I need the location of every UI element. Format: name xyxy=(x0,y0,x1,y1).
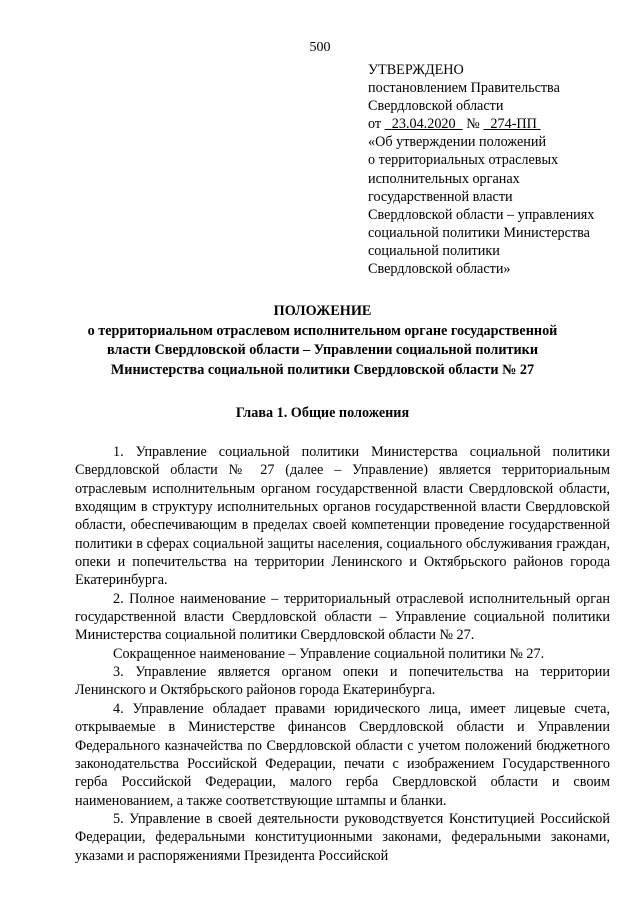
approval-line: Свердловской области xyxy=(368,98,504,115)
paragraph: 5. Управление в своей деятельности руководствуется Конституцией Российской Федерации, федеральными конституционными законами, федеральными законами, указами и распоряжениями Президента Российской xyxy=(75,810,610,864)
date-prefix: от xyxy=(368,116,382,133)
number-sign: № xyxy=(466,116,480,133)
document-title xyxy=(40,302,605,380)
paragraph: 2. Полное наименование – территориальный отраслевой исполнительный орган государственной власти Свердловской области – Управление социальной политики Министерства социальной политики Свердловской области № 27. xyxy=(75,590,610,644)
approval-stamp xyxy=(368,61,618,278)
paragraph: 1. Управление социальной политики Министерства социальной политики Свердловской области № 27 (далее – Управление) является территориальным отраслевым исполнительным органом государственной власти Свердловской области, входящим в структуру исполнительных органов государственной власти Свердловской области, обеспечивающим в пределах своей компетенции проведение государственной политики в сферах социальной защиты населения, социального обслуживания граждан, опеки и попечительства на территории Ленинского и Октябрьского районов города Екатеринбурга. xyxy=(75,444,610,589)
approval-line: постановлением Правительства xyxy=(368,80,560,97)
approval-subject-line: государственной власти xyxy=(368,188,513,205)
paragraph: 3. Управление является органом опеки и попечительства на территории Ленинского и Октябрьского районов города Екатеринбурга. xyxy=(75,664,610,699)
page-number: 500 xyxy=(309,40,331,55)
title-heading: ПОЛОЖЕНИЕ xyxy=(273,303,372,319)
paragraph: Сокращенное наименование – Управление социальной политики № 27. xyxy=(113,645,545,662)
approval-date: 23.04.2020 xyxy=(391,116,456,133)
chapter-heading: Глава 1. Общие положения xyxy=(235,405,410,421)
paragraph: 4. Управление обладает правами юридического лица, имеет лицевые счета, открываемые в Министерстве финансов Свердловской области и Управлении Федерального казначейства по Свердловской области с учетом положений бюджетного законодательства Российской Федерации, печати с изображением Государственного герба Российской Федерации, малого герба Свердловской области и своим наименованием, а также соответствующие штампы и бланки. xyxy=(75,700,610,809)
approval-subject-line: Свердловской области – управлениях xyxy=(368,206,595,223)
document-body xyxy=(75,443,610,865)
approval-date-line xyxy=(368,115,618,133)
approval-subject-line: социальной политики xyxy=(368,242,500,259)
approval-subject-line: «Об утверждении положений xyxy=(368,134,547,151)
approval-heading: УТВЕРЖДЕНО xyxy=(368,62,464,78)
title-line: власти Свердловской области – Управлении социальной политики xyxy=(106,342,539,358)
approval-number: 274-ПП xyxy=(490,116,537,133)
approval-subject-line: социальной политики Министерства xyxy=(368,224,590,241)
approval-subject-line: исполнительных органах xyxy=(368,170,520,187)
title-line: Министерства социальной политики Свердловской области № 27 xyxy=(110,361,535,378)
title-line: о территориальном отраслевом исполнительном органе государственной xyxy=(87,322,558,339)
approval-subject-line: Свердловской области» xyxy=(368,261,511,278)
approval-subject-line: о территориальных отраслевых xyxy=(368,152,559,169)
